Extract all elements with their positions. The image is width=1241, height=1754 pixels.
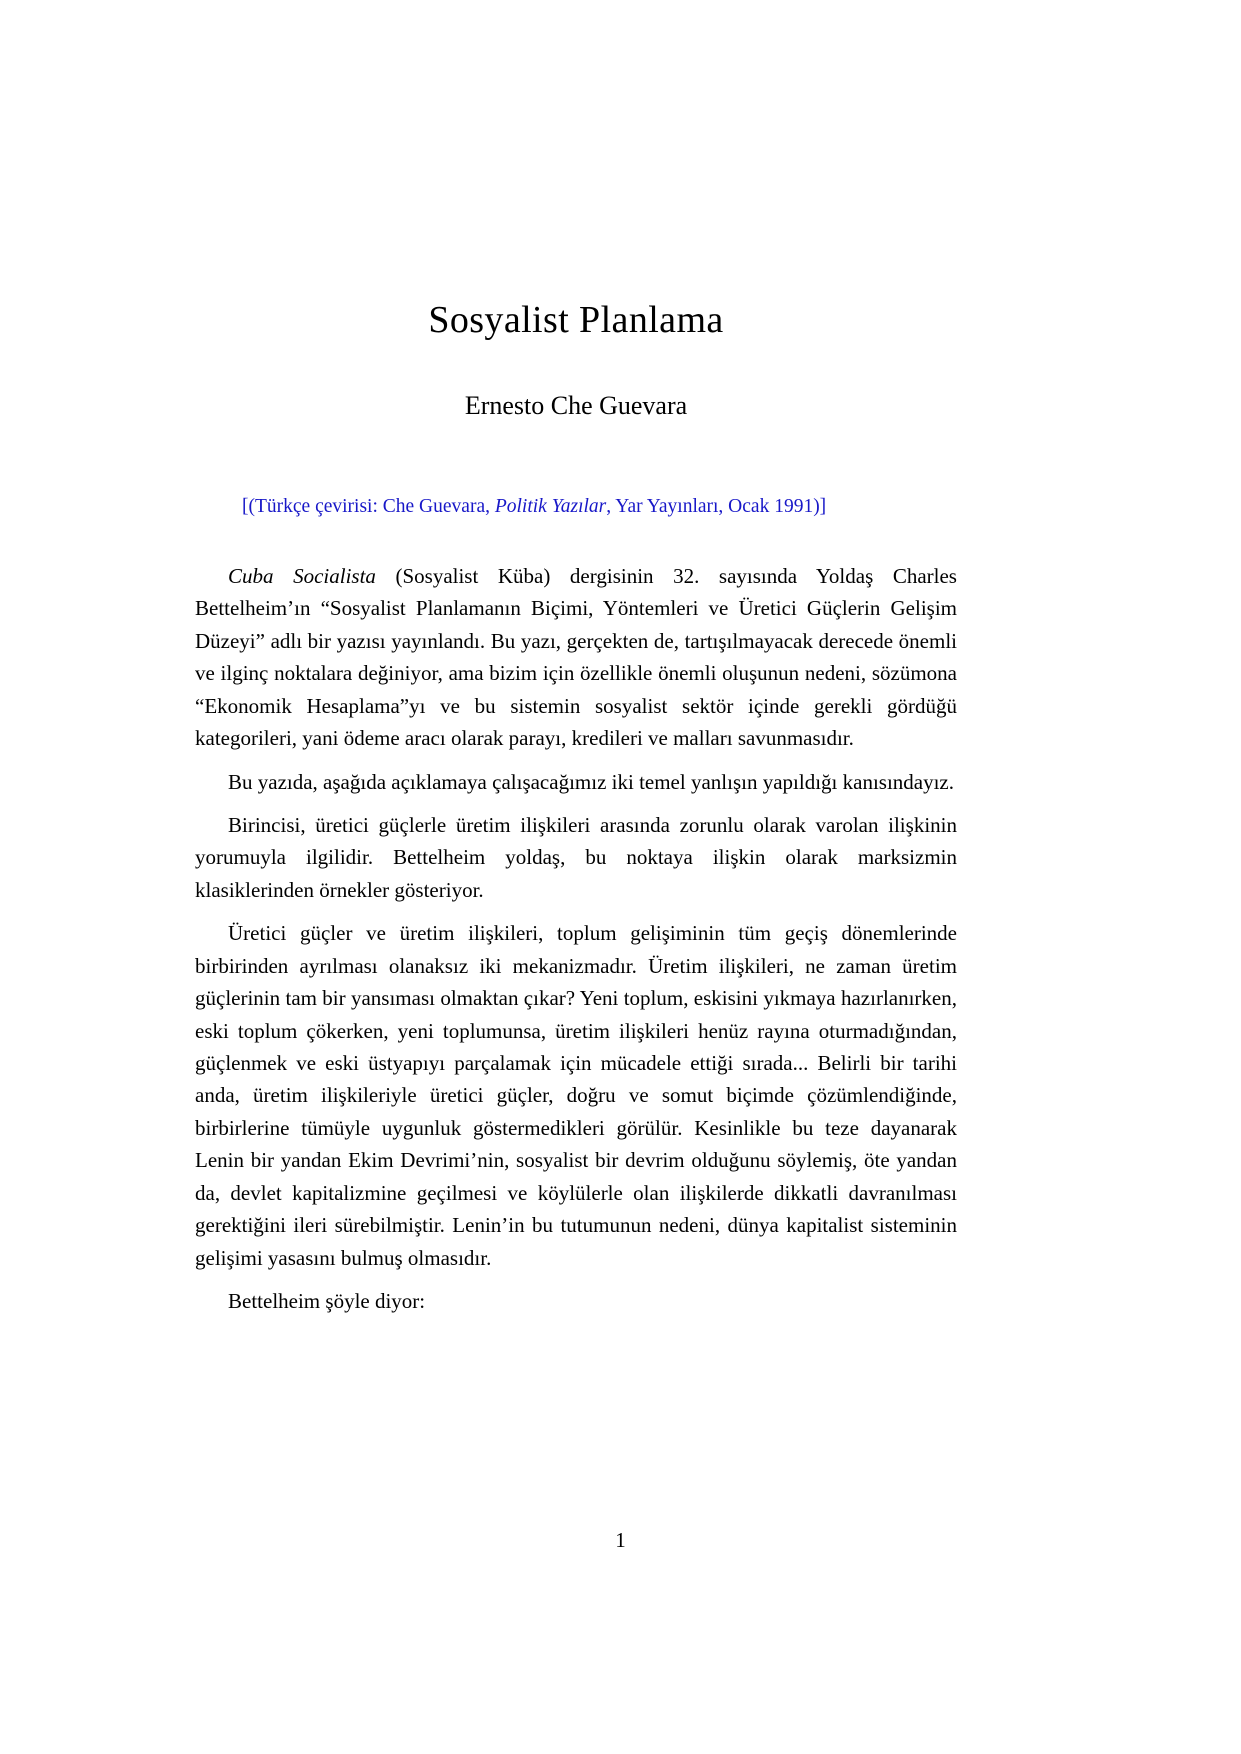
paragraph-3-text: Birincisi, üretici güçlerle üretim ilişkileri arasında zorunlu olarak varolan ilişkinin yorumuyla ilgilidir. Bettelheim yoldaş, bu noktaya ilişkin olarak marksizmin klasiklerinden örnekler gösteriyor. (195, 812, 957, 902)
paragraph-1 (195, 560, 957, 755)
page-number: 1 (615, 1528, 626, 1552)
page-title: Sosyalist Planlama (428, 299, 724, 341)
citation-suffix: , Yar Yayınları, Ocak 1991)] (606, 496, 827, 518)
journal-name: Cuba Socialista (228, 563, 376, 588)
paragraph-4-text: Üretici güçler ve üretim ilişkileri, toplum gelişiminin tüm geçiş dönemlerinde birbirinden ayrılması olanaksız iki mekanizmadır. Üretim ilişkileri, ne zaman üretim güçlerinin tam bir yansıması olmaktan çıkar? Yeni toplum, eskisini yıkmaya hazırlanırken, eski toplum çökerken, yeni toplumunsa, üretim ilişkileri henüz rayına oturmadığından, güçlenmek ve eski üstyapıyı parçalamak için mücadele ettiği sırada... Belirli bir tarihi anda, üretim ilişkileriyle üretici güçler, doğru ve somut biçimde çözümlendiğinde, birbirlerine tümüyle uygunluk göstermedikleri görülür. Kesinlikle bu teze dayanarak Lenin bir yandan Ekim Devrimi’nin, sosyalist bir devrim olduğunu söylemiş, öte yandan da, devlet kapitalizmine geçilmesi ve köylülerle olan ilişkilerde dikkatli davranılması gerektiğini ileri sürebilmiştir. Lenin’in bu tutumunun nedeni, dünya kapitalist sisteminin gelişimi yasasını bulmuş olmasıdır. (195, 921, 957, 1270)
citation-prefix: [(Türkçe çevirisi: Che Guevara, (242, 496, 495, 518)
citation-book-title: Politik Yazılar (494, 496, 607, 518)
paragraph-5 (195, 1285, 957, 1317)
paragraph-2-text: Bu yazıda, aşağıda açıklamaya çalışacağımız iki temel yanlışın yapıldığı kanısındayız. (228, 769, 955, 794)
page-content (195, 0, 957, 1318)
author-name: Ernesto Che Guevara (464, 390, 688, 420)
paragraph-3 (195, 809, 957, 906)
translation-citation (195, 490, 957, 524)
paragraph-1-text: (Sosyalist Küba) dergisinin 32. sayısında Yoldaş Charles Bettelheim’ın “Sosyalist Planlamanın Biçimi, Yöntemleri ve Üretici Güçlerin Gelişim Düzeyi” adlı bir yazısı yayınlandı. Bu yazı, gerçekten de, tartışılmayacak derecede önemli ve ilginç noktalara değiniyor, ama bizim için özellikle önemli oluşunun nedeni, sözümona “Ekonomik Hesaplama”yı ve bu sistemin sosyalist sektör içinde gerekli gördüğü kategorileri, yani ödeme aracı olarak parayı, kredileri ve malları savunmasıdır. (195, 563, 957, 751)
paragraph-4 (195, 917, 957, 1274)
paragraph-5-text: Bettelheim şöyle diyor: (228, 1289, 426, 1314)
paragraph-2 (195, 766, 957, 798)
